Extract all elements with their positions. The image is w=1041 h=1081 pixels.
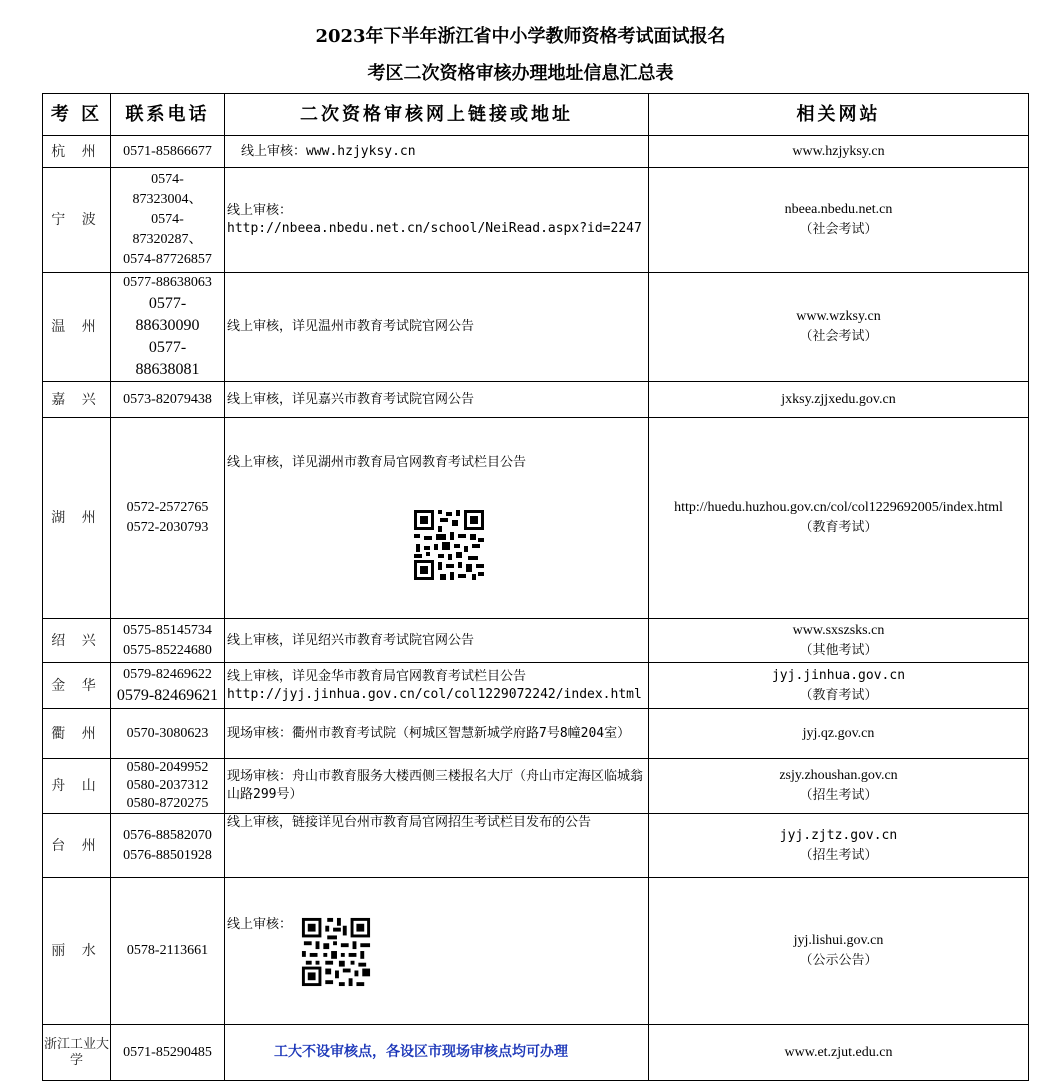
address-text: 线上审核： xyxy=(227,917,293,932)
phone-cell xyxy=(111,1025,225,1081)
area-cell: 杭 州 xyxy=(43,136,111,168)
website-link[interactable]: jyj.lishui.gov.cn xyxy=(793,933,884,948)
qr-code-icon[interactable] xyxy=(300,916,372,988)
area-cell: 温 州 xyxy=(43,273,111,382)
phone-number: 0579-82469622 xyxy=(123,666,212,682)
website-note: （招生考试） xyxy=(799,847,878,863)
area-cell: 丽 水 xyxy=(43,878,111,1025)
website-link[interactable]: www.wzksy.cn xyxy=(796,309,881,324)
website-link[interactable]: jxksy.zjjxedu.gov.cn xyxy=(781,391,896,407)
header-address: 二次资格审核网上链接或地址 xyxy=(225,94,649,136)
website-link[interactable]: www.hzjyksy.cn xyxy=(792,143,885,159)
header-area: 考 区 xyxy=(43,94,111,136)
phone-cell xyxy=(111,759,225,814)
address-cell: 现场审核：舟山市教育服务大楼西侧三楼报名大厅（舟山市定海区临城翁山路299号） xyxy=(225,759,649,814)
phone-number: 0575-85224680 xyxy=(123,642,212,658)
website-cell xyxy=(649,663,1029,709)
phone-number: 0576-88501928 xyxy=(123,847,212,863)
website-link[interactable]: jyj.jinhua.gov.cn xyxy=(771,667,906,683)
phone-cell xyxy=(111,709,225,759)
website-cell xyxy=(649,814,1029,878)
phone-number: 0580-8720275 xyxy=(126,796,209,811)
address-cell: 线上审核，链接详见台州市教育局官网招生考试栏目发布的公告 xyxy=(225,814,649,878)
phone-cell xyxy=(111,418,225,619)
website-link[interactable]: jyj.qz.gov.cn xyxy=(802,725,875,741)
website-link[interactable]: http://huedu.huzhou.gov.cn/col/col1229692005/index.html xyxy=(674,500,1003,515)
website-cell xyxy=(649,382,1029,418)
table-row xyxy=(43,273,1029,382)
phone-number: 0572-2572765 xyxy=(126,500,209,515)
website-cell xyxy=(649,418,1029,619)
phone-cell xyxy=(111,878,225,1025)
website-cell xyxy=(649,878,1029,1025)
table-row xyxy=(43,759,1029,814)
table-row xyxy=(43,382,1029,418)
address-cell: 线上审核，详见嘉兴市教育考试院官网公告 xyxy=(225,382,649,418)
address-cell xyxy=(225,418,649,619)
phone-number: 88638081 xyxy=(135,361,200,378)
table-row xyxy=(43,709,1029,759)
area-cell: 舟 山 xyxy=(43,759,111,814)
area-cell: 湖 州 xyxy=(43,418,111,619)
table-row xyxy=(43,814,1029,878)
phone-number: 0579-82469621 xyxy=(116,686,219,704)
website-link[interactable]: www.et.zjut.edu.cn xyxy=(784,1044,893,1060)
phone-number: 87323004、 xyxy=(132,192,203,207)
phone-number: 88630090 xyxy=(135,317,200,334)
address-notice: 工大不设审核点，各设区市现场审核点均可办理 xyxy=(273,1044,568,1060)
phone-number: 0576-88582070 xyxy=(123,827,212,843)
website-cell xyxy=(649,136,1029,168)
table-row xyxy=(43,619,1029,663)
website-link[interactable]: zsjy.zhoushan.gov.cn xyxy=(779,768,898,783)
address-cell: 线上审核：www.hzjyksy.cn xyxy=(225,136,649,168)
address-cell: 线上审核，详见温州市教育考试院官网公告 xyxy=(225,273,649,382)
address-line xyxy=(227,914,648,988)
phone-number: 0574- xyxy=(151,172,184,187)
phone-number: 0571-85866677 xyxy=(123,143,212,159)
table-row xyxy=(43,663,1029,709)
phone-cell xyxy=(111,619,225,663)
phone-number: 0574-87726857 xyxy=(123,252,212,267)
page-title-line1: 2023年下半年浙江省中小学教师资格考试面试报名 xyxy=(315,26,726,47)
phone-number: 0578-2113661 xyxy=(126,943,209,958)
area-cell: 绍 兴 xyxy=(43,619,111,663)
website-note: （招生考试） xyxy=(799,788,878,803)
phone-number: 0577- xyxy=(148,295,187,312)
header-website: 相关网站 xyxy=(649,94,1029,136)
page-title-line2: 考区二次资格审核办理地址信息汇总表 xyxy=(367,63,674,84)
area-cell: 金 华 xyxy=(43,663,111,709)
website-note: （社会考试） xyxy=(799,329,878,344)
phone-number: 0580-2049952 xyxy=(126,760,209,775)
qr-code-icon[interactable] xyxy=(412,508,486,582)
website-cell xyxy=(649,273,1029,382)
website-cell xyxy=(649,709,1029,759)
website-note: （其他考试） xyxy=(799,642,878,658)
phone-number: 0574- xyxy=(151,212,184,227)
website-link[interactable]: nbeea.nbedu.net.cn xyxy=(784,202,893,217)
phone-cell xyxy=(111,382,225,418)
exam-area-table xyxy=(42,93,1029,1081)
website-cell xyxy=(649,1025,1029,1081)
phone-number: 0571-85290485 xyxy=(123,1044,212,1060)
website-cell xyxy=(649,168,1029,273)
qr-code-container xyxy=(227,508,648,582)
phone-cell xyxy=(111,814,225,878)
phone-number: 0577- xyxy=(148,339,187,356)
address-cell[interactable]: 线上审核： http://nbeea.nbedu.net.cn/school/NeiRead.aspx?id=2247 xyxy=(225,168,649,273)
address-text: 线上审核，详见湖州市教育局官网教育考试栏目公告 xyxy=(227,455,527,470)
header-phone: 联系电话 xyxy=(111,94,225,136)
area-cell: 嘉 兴 xyxy=(43,382,111,418)
area-cell: 衢 州 xyxy=(43,709,111,759)
phone-number: 0572-2030793 xyxy=(126,520,209,535)
website-note: （社会考试） xyxy=(799,222,878,237)
area-cell: 浙江工业大学 xyxy=(43,1025,111,1081)
table-row xyxy=(43,418,1029,619)
phone-number: 0570-3080623 xyxy=(126,725,209,741)
address-cell xyxy=(225,1025,649,1081)
website-link[interactable]: jyj.zjtz.gov.cn xyxy=(779,827,898,843)
phone-cell xyxy=(111,136,225,168)
table-row xyxy=(43,1025,1029,1081)
address-cell: 现场审核：衢州市教育考试院（柯城区智慧新城学府路7号8幢204室） xyxy=(225,709,649,759)
address-cell xyxy=(225,878,649,1025)
website-cell xyxy=(649,619,1029,663)
address-cell[interactable]: 线上审核，详见金华市教育局官网教育考试栏目公告 http://jyj.jinhua.gov.cn/col/col1229072242/index.html xyxy=(225,663,649,709)
table-header-row xyxy=(43,94,1029,136)
phone-number: 0573-82079438 xyxy=(123,391,212,407)
table-row xyxy=(43,168,1029,273)
table-row xyxy=(43,136,1029,168)
phone-number: 0580-2037312 xyxy=(126,778,209,793)
phone-cell xyxy=(111,273,225,382)
table-row xyxy=(43,878,1029,1025)
phone-number: 87320287、 xyxy=(132,232,203,247)
website-cell xyxy=(649,759,1029,814)
phone-cell xyxy=(111,168,225,273)
website-link[interactable]: www.sxszsks.cn xyxy=(792,622,885,638)
phone-cell xyxy=(111,663,225,709)
area-cell: 宁 波 xyxy=(43,168,111,273)
address-cell: 线上审核，详见绍兴市教育考试院官网公告 xyxy=(225,619,649,663)
phone-number: 0575-85145734 xyxy=(123,622,212,638)
area-cell: 台 州 xyxy=(43,814,111,878)
website-note: （教育考试） xyxy=(799,520,878,535)
phone-number: 0577-88638063 xyxy=(123,275,212,290)
website-note: （公示公告） xyxy=(799,953,878,968)
website-note: （教育考试） xyxy=(799,687,878,703)
